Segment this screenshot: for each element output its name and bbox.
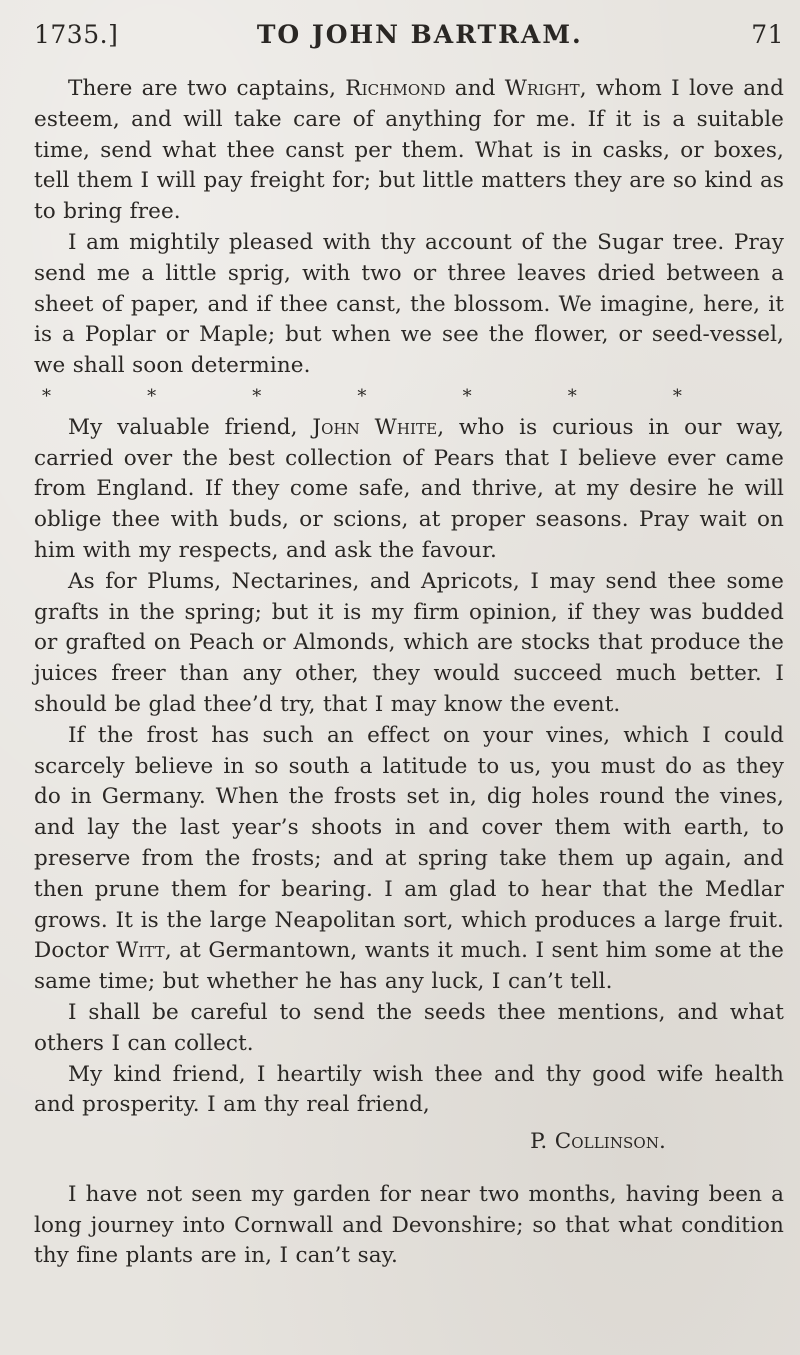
person-name-richmond: Richmond: [345, 76, 446, 101]
paragraph-pears: [34, 413, 784, 567]
paragraph-text: My valuable friend,: [68, 414, 313, 440]
header-title: TO JOHN BARTRAM.: [256, 20, 583, 49]
paragraph-text: , whom I love and esteem, and will take care of anything for me. If it is a suitable time, send what thee canst per them. What is in casks, or boxes, tell them I will pay freight for; but little matters they are so kind as to bring free.: [34, 76, 784, 225]
paragraph-sugar-tree: I am mightily pleased with thy account of the Sugar tree. Pray send me a little sprig, with two or three leaves dried between a sheet of paper, and if thee canst, the blossom. We imagine, here, it is a Poplar or Maple; but when we see the flower, or seed-vessel, we shall soon determine.: [34, 229, 784, 379]
paragraph-seeds: I shall be careful to send the seeds thee mentions, and what others I can collect.: [34, 999, 784, 1056]
person-name-john-white: John White: [312, 414, 438, 440]
paragraph-text: , at Germantown, wants it much. I sent him some at the same time; but whether he has any luck, I can’t tell.: [34, 938, 784, 995]
book-page: [34, 20, 784, 1272]
paragraph-text: There are two captains,: [68, 76, 346, 101]
person-name-wright: Wright: [504, 76, 580, 101]
asterisk: *: [147, 385, 157, 407]
paragraph-text: , who is curious in our way, carried over the best collection of Pears that I believe ever came from England. If they come safe, and thrive, at my desire he will oblige thee with buds, or scions, at proper seasons. Pray wait on him with my respects, and ask the favour.: [34, 414, 784, 563]
asterisk: *: [252, 385, 262, 407]
paragraph-plums: As for Plums, Nectarines, and Apricots, I may send thee some grafts in the spring; but it is my firm opinion, if they was budded or grafted on Peach or Almonds, which are stocks that produce the juices freer than any other, they would succeed much better. I should be glad thee’d try, that I may know the event.: [34, 568, 784, 717]
paragraph-captains: [34, 74, 784, 228]
paragraph-postscript: I have not seen my garden for near two months, having been a long journey into Cornwall and Devonshire; so that what condition thy fine plants are in, I can’t say.: [34, 1181, 784, 1269]
paragraph-text: and: [445, 76, 505, 101]
asterisk: *: [357, 385, 367, 407]
asterisk: *: [567, 385, 577, 407]
asterisk: *: [42, 385, 52, 407]
person-name-witt: Witt: [116, 938, 165, 964]
header-year: 1735.]: [34, 20, 119, 49]
paragraph-text: If the frost has such an effect on your vines, which I could scarcely believe in so south a latitude to us, you must do as they do in Germany. When the frosts set in, dig holes round the vines, and lay the last year’s shoots in and cover them with earth, to preserve from the frosts; and at spring take them up again, and then prune them for bearing. I am glad to hear that the Medlar grows. It is the large Neapolitan sort, which produces a large fruit. Doctor: [34, 722, 784, 964]
letter-body: [34, 74, 784, 1272]
page-number: 71: [751, 20, 784, 49]
section-break-asterisks: [42, 382, 682, 413]
asterisk: *: [462, 385, 472, 407]
asterisk: *: [672, 385, 682, 407]
paragraph-closing: My kind friend, I heartily wish thee and thy good wife health and prosperity. I am thy real friend,: [34, 1061, 784, 1118]
paragraph-vines: [34, 721, 784, 998]
running-head: [34, 20, 784, 60]
signature: P. Collinson.: [530, 1129, 666, 1155]
